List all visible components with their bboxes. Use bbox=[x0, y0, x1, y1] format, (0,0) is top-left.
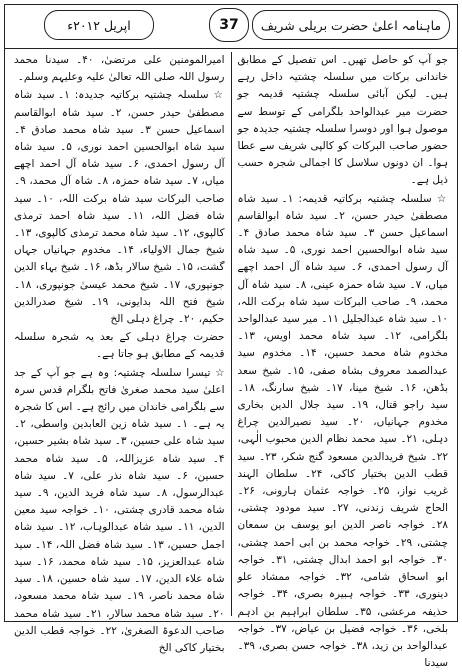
magazine-title: ماہنامہ اعلیٰ حضرت بریلی شریف bbox=[252, 10, 450, 40]
column-divider bbox=[231, 52, 232, 616]
paragraph: ☆ سلسلہ چشتیہ برکاتیہ جدیدہ: ۱۔ سید شاہ مصطفیٰ حیدر حسن، ۲۔ سید شاہ ابوالقاسم اسماعیل حسن ۳۔ سید شاہ محمد صادق ۴۔ سید شاہ ابوالحسین احمد نوری، ۵۔ سید شاہ آل رسول احمدی، ۶۔ سید شاہ آل احمد اچھے میاں، ۷۔ سید شاہ حمزہ، ۸۔ شاہ آل محمد، ۹۔ صاحب البرکات سید شاہ برکت اللہ، ۱۰۔ سید شاہ فضل اللہ، ۱۱۔ سید شاہ احمد ترمذی کالپوی، ۱۲۔ سید شاہ محمد ترمذی کالپوی، ۱۳۔ شیخ جمال الاولیاء، ۱۴۔ مخدوم جہانیاں جہاں گشت، ۱۵۔ شیخ سالار بڈھ، ۱۶۔ شیخ بہاء الدین جونپوری، ۱۷۔ شیخ محمد عیسیٰ جونپوری، ۱۸۔ شیخ فتح اللہ بدایونی، ۱۹۔ شیخ صدرالدین حکیم، ۲۰۔ چراغ دہلی الخ bbox=[14, 89, 225, 326]
left-column bbox=[10, 52, 229, 654]
paragraph: ☆ سلسلہ چشتیہ برکاتیہ قدیمہ: ۱۔ سید شاہ مصطفیٰ حیدر حسن، ۲۔ سید شاہ ابوالقاسم اسماعیل حسن ۳۔ سید شاہ محمد صادق ۴۔ سید شاہ ابوالحسین احمد نوری، ۵۔ سید شاہ آل رسول احمدی، ۶۔ سید شاہ آل احمد اچھے میاں، ۷۔ سید شاہ حمزہ عینی، ۸۔ سید شاہ آل محمد، ۹۔ صاحب البرکات سید شاہ برکت اللہ، ۱۰۔ سید شاہ عبدالجلیل ۱۱۔ میر سید عبدالواحد بلگرامی، ۱۲۔ سید شاہ محمد اویس، ۱۳۔ مخدوم شاہ محمد حسین، ۱۴۔ مخدوم سید عبدالصمد معروف بشاہ صفی، ۱۵۔ شیخ سعد بڈھن، ۱۶۔ شیخ مینا، ۱۷۔ شیخ سارنگ، ۱۸۔ سید راجو قتال، ۱۹۔ سید جلال الدین بخاری مخدوم جہانیاں، ۲۰۔ سید نصیرالدین چراغ دہلی، ۲۱۔ سید محمد نظام الدین محبوب الٰہی، ۲۲۔ شیخ فریدالدین مسعود گنج شکر، ۲۳۔ سید قطب الدین بختیار کاکی، ۲۴۔ سلطان الہند غریب نواز، ۲۵۔ خواجہ عثمان ہارونی، ۲۶۔ الحاج شریف زندنی، ۲۷۔ سید مودود چشتی، ۲۸۔ خواجہ ناصر الدین ابو یوسف بن سمعان چشتی، ۲۹۔ خواجہ محمد بن ابی احمد چشتی، ۳۰۔ خواجہ ابو احمد ابدال چشتی، ۳۱۔ خواجہ ابو اسحاق شامی، ۳۲۔ خواجہ ممشاد علو دینوری، ۳۳۔ خواجہ ہبیرہ بصری، ۳۴۔ خواجہ حذیفہ مرعشی، ۳۵۔ سلطان ابراہیم بن ادہم بلخی، ۳۶۔ خواجہ فضیل بن عیاض، ۳۷۔ خواجہ عبدالواحد بن زید، ۳۸۔ خواجہ حسن بصری، ۳۹۔ سیدنا bbox=[237, 192, 449, 670]
paragraph: جو آپ کو حاصل تھیں۔ اس تفصیل کے مطابق خاندانی برکات میں سلسلہ چشتیہ داخل رہے ہیں۔ لیکن آبائی سلسلہ چشتیہ قدیمہ جو حضرت میر عبدالواحد بلگرامی کے توسط سے موصول ہوا اور دوسرا سلسلہ چشتیہ جدیدہ جو حضور صاحب البرکات کو کالپی شریف سے عطا ہوا۔ ان دونوں سلاسل کا اجمالی شجرہ حسب ذیل ہے۔ bbox=[237, 54, 448, 187]
page-number: 37 bbox=[209, 8, 249, 42]
right-column bbox=[234, 52, 453, 670]
paragraph: امیرالمومنین علی مرتضیٰ، ۴۰۔ سیدنا محمد رسول اللہ صلی اللہ تعالیٰ علیہ وعلیہم وسلم۔ bbox=[14, 54, 225, 84]
issue-date: اپریل ۲۰۱۲ء bbox=[44, 10, 154, 40]
page-header bbox=[4, 4, 458, 49]
paragraph: حضرت چراغ دہلی کے بعد یہ شجرہ سلسلہ قدیمہ کے مطابق ہو جاتا ہے۔ bbox=[14, 331, 225, 361]
paragraph: ☆ تیسرا سلسلہ چشتیہ: وہ ہے جو آپ کے جد اعلیٰ سید محمد صغریٰ فاتح بلگرام قدس سرہ سے بلگرامی خاندان میں رائج ہے۔ اس کا شجرہ یہ ہے۔ ۱۔ سید شاہ زین العابدین واسطی، ۲۔ سید شاہ علی حسین، ۳۔ سید شاہ بشیر حسین، ۴۔ سید شاہ عزیزاللہ، ۵۔ سید شاہ محمد حسین، ۶۔ سید شاہ نذر علی، ۷۔ سید شاہ عبدالرسول، ۸۔ سید شاہ فرید الدین، ۹۔ سید شاہ محمد قادری چشتی، ۱۰۔ خواجہ سید معین الدین، ۱۱۔ سید شاہ عبدالوہاب، ۱۲۔ سید شاہ اجمل حسین، ۱۳۔ سید شاہ فضل اللہ، ۱۴۔ سید شاہ عبدالعزیز، ۱۵۔ سید شاہ محمد، ۱۶۔ سید شاہ علاء الدین، ۱۷۔ سید شاہ حسین، ۱۸۔ سید شاہ محمد ناصر، ۱۹۔ سید شاہ محمد مسعود، ۲۰۔ سید شاہ محمد سالار، ۲۱۔ سید شاہ محمد صاحب الدعوۃ الصغریٰ، ۲۲۔ خواجہ قطب الدین بختیار کاکی الخ bbox=[14, 366, 225, 654]
text-columns bbox=[10, 52, 452, 670]
